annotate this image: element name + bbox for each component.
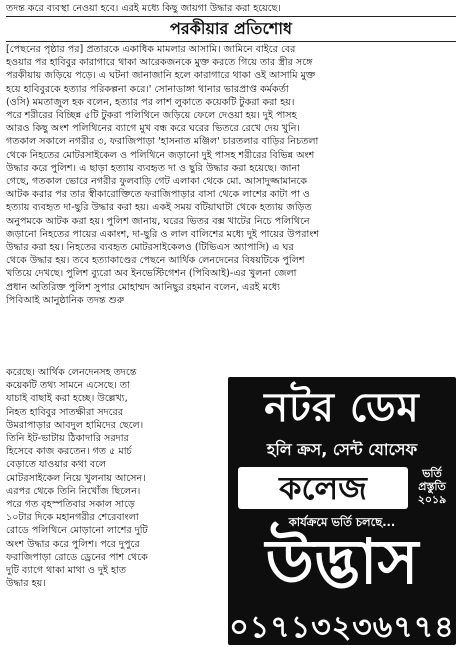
- article-line: নিহত হাবিবুর সাতক্ষীরা সদরের: [6, 406, 124, 418]
- article-line: আটক করার পর তার স্বীকারোক্তিতে ফরাজিপাড়ার বাসা থেকে লাশের কাটা পা ও: [6, 189, 310, 201]
- article-line: ফরাজিপাড়া রোডে ড্রেনের পাশ থেকে: [6, 551, 148, 563]
- article-line: আরও কিছু অংশ পলিথিনের ব্যাগে মুখ বন্ধ করে ঘরের ভিতরে রেখে দেয় খুনি।: [6, 123, 300, 135]
- ad-admission-note: [410, 467, 454, 506]
- headline: পরকীয়ার প্রতিশোধ: [170, 19, 292, 38]
- ad-phone-number: ০১৭১৩২৩৬৭৭৪: [229, 610, 455, 645]
- article-body-full-width: [6, 43, 456, 307]
- article-line: অংশ উদ্ধার করে পুলিশ। পরে দুপুরে: [6, 538, 140, 550]
- previous-story-tail: তদন্ত করে ব্যবস্থা নেওয়া হবে। এরই মধ্যে কিছু জায়গা উদ্ধার করা হয়েছে।: [6, 3, 281, 14]
- article-line: গতকাল সকালে নগরীর ৩, ফরাজিপাড়া 'হাসনাত মঞ্জিল' চারতলার বাড়ির নিচতলা: [6, 136, 319, 148]
- article-line: মোটরসাইকেল নিয়ে খুলনায় আসেন।: [6, 472, 146, 484]
- article-line: হত্যায় ব্যবহৃত দা-ছুরি উদ্ধার করা হয়। একই সময় বটিয়াঘাটা থেকে হত্যায় জড়িত: [6, 202, 312, 214]
- divider: [6, 16, 456, 17]
- article-line: থেকে নিহতের মোটরসাইকেল ও পলিথিনে জড়ানো দুই পাসহ শরীরের বিভিন্ন অংশ: [6, 149, 315, 161]
- article-line: থেকে উদ্ধার হয়। তবে হত্যাকাণ্ডের পেছনে আর্থিক লেনদেনের বিষয়টিকে পুলিশ: [6, 255, 305, 267]
- article-line: পরে শরীরের বিচ্ছিন্ন ৫টি টুকরা পলিথিনে জড়িয়ে ফেলে দেওয়া হয়। দুই পাসহ: [6, 110, 297, 122]
- article-line: অনুপমকে আটক করা হয়। পুলিশ জানায়, ঘরের ভিতর বক্স খাটের নিচে পলিথিনে: [6, 215, 310, 227]
- article-line: হওয়ার পর হাবিবুর কারাগারে থাকা আরেকজনকে মুক্ত করতে গিয়ে তার স্ত্রীর সঙ্গে: [6, 57, 313, 69]
- article-line: (ওসি) মমতাজুল হক বলেন, হত্যার পর লাশ লুকাতে কয়েকটি টুকরা করা হয়।: [6, 96, 295, 108]
- article-line: যাচাই বাছাই করা হচ্ছে। উল্লেখ্য,: [6, 393, 128, 405]
- ad-year: ২০১৯: [417, 493, 447, 506]
- article-line: দুটি ব্যাগে থাকা মাথা ও দুই হাত: [6, 565, 127, 577]
- ad-subtitle: হলি ক্রস, সেন্ট যোসেফ: [266, 440, 418, 459]
- ad-title: নটর ডেম: [264, 385, 420, 431]
- ad-brand-logo: উদ্ভাস: [265, 525, 419, 598]
- ad-admission-label: ভর্তি: [422, 467, 442, 480]
- coaching-advertisement: [228, 377, 456, 645]
- article-line: পিবিআই আনুষ্ঠানিক তদন্ত শুরু: [6, 294, 125, 306]
- article-line: [পেছনের পৃষ্ঠার পর] প্রতারকে একাধিক মামলার আসামি। জামিনে বাইরে বের: [6, 44, 296, 55]
- article-line: তিনি ইট-ভাটায় ঠিকাদারি সরদার: [6, 433, 129, 445]
- article-line: রোডে পলিথিনে মোড়ানো লাশের দুটি: [6, 525, 148, 537]
- article-line: উদ্ধার করে পুলিশ। এ ছাড়া হত্যায় ব্যবহৃত দা ও ছুরি উদ্ধার করা হয়েছে। জানা: [6, 162, 300, 174]
- article-line: উদ্ধার হয়।: [6, 578, 46, 590]
- article-body-left-column: [6, 366, 221, 590]
- article-line: গেছে, গতকাল ভোরে নগরীর ফুলবাড়ি গেট এলাকা থেকে মো. আসাদুজ্জামানকে: [6, 176, 308, 188]
- article-line: কয়েকটি তথ্য সামনে এসেছে। তা: [6, 380, 130, 392]
- article-line: করেছে। আর্থিক লেনদেনসহ তদন্তে: [6, 367, 137, 378]
- article-line: হিসেবে কাজ করতেন। গত ৫ মার্চ: [6, 446, 132, 458]
- article-line: হয়ে হাবিবুরকে হত্যার পরিকল্পনা করে।' সোনাডাঙ্গা থানার ভারপ্রাপ্ত কর্মকর্তা: [6, 83, 289, 95]
- article-line: জড়ানো নিহতের পায়ের একাংশ, দা-ছুরি ও লাল বালিশের মধ্যে দুই পায়ের উপরাংশ: [6, 228, 320, 240]
- article-line: উদ্ধার করা হয়। নিহতের ব্যবহৃত মোটরসাইকেলও (টিভিএস অ্যাপাসি) এ ঘর: [6, 242, 294, 254]
- article-line: খতিয়ে দেখছে। পুলিশ ব্যুরো অব ইনভেস্টিগেশন (পিবিআই)-এর খুলনা জেলা: [6, 268, 297, 280]
- article-line: বেড়াতে যাওয়ার কথা বলে: [6, 459, 107, 471]
- ad-college-box: কলেজ: [238, 467, 408, 509]
- ad-progress-text: কার্যক্রমে ভর্তি চলছে...: [288, 515, 396, 529]
- ad-preparation-label: প্রস্তুতি: [418, 480, 446, 493]
- article-line: পরকীয়ায় জড়িয়ে পড়ে। এ ঘটনা জানাজানি হলে কারাগারে থাকা ওই আসামি মুক্ত: [6, 70, 316, 82]
- article-line: এরপর থেকে তিনি নিখোঁজ ছিলেন।: [6, 485, 141, 497]
- article-line: প্রধান অতিরিক্ত পুলিশ সুপার মোহাম্মদ আনিছুর রহমান বলেন, এরই মধ্যে: [6, 281, 280, 293]
- article-line: পরে গত বৃহস্পতিবার সকাল সাড়ে: [6, 499, 135, 511]
- headline-divider: [6, 41, 456, 42]
- article-line: উমরাপাড়ার আবদুল হামিদের ছেলে।: [6, 419, 144, 431]
- article-line: ১০টার দিকে মহানগরীর শেরেবাংলা: [6, 512, 139, 524]
